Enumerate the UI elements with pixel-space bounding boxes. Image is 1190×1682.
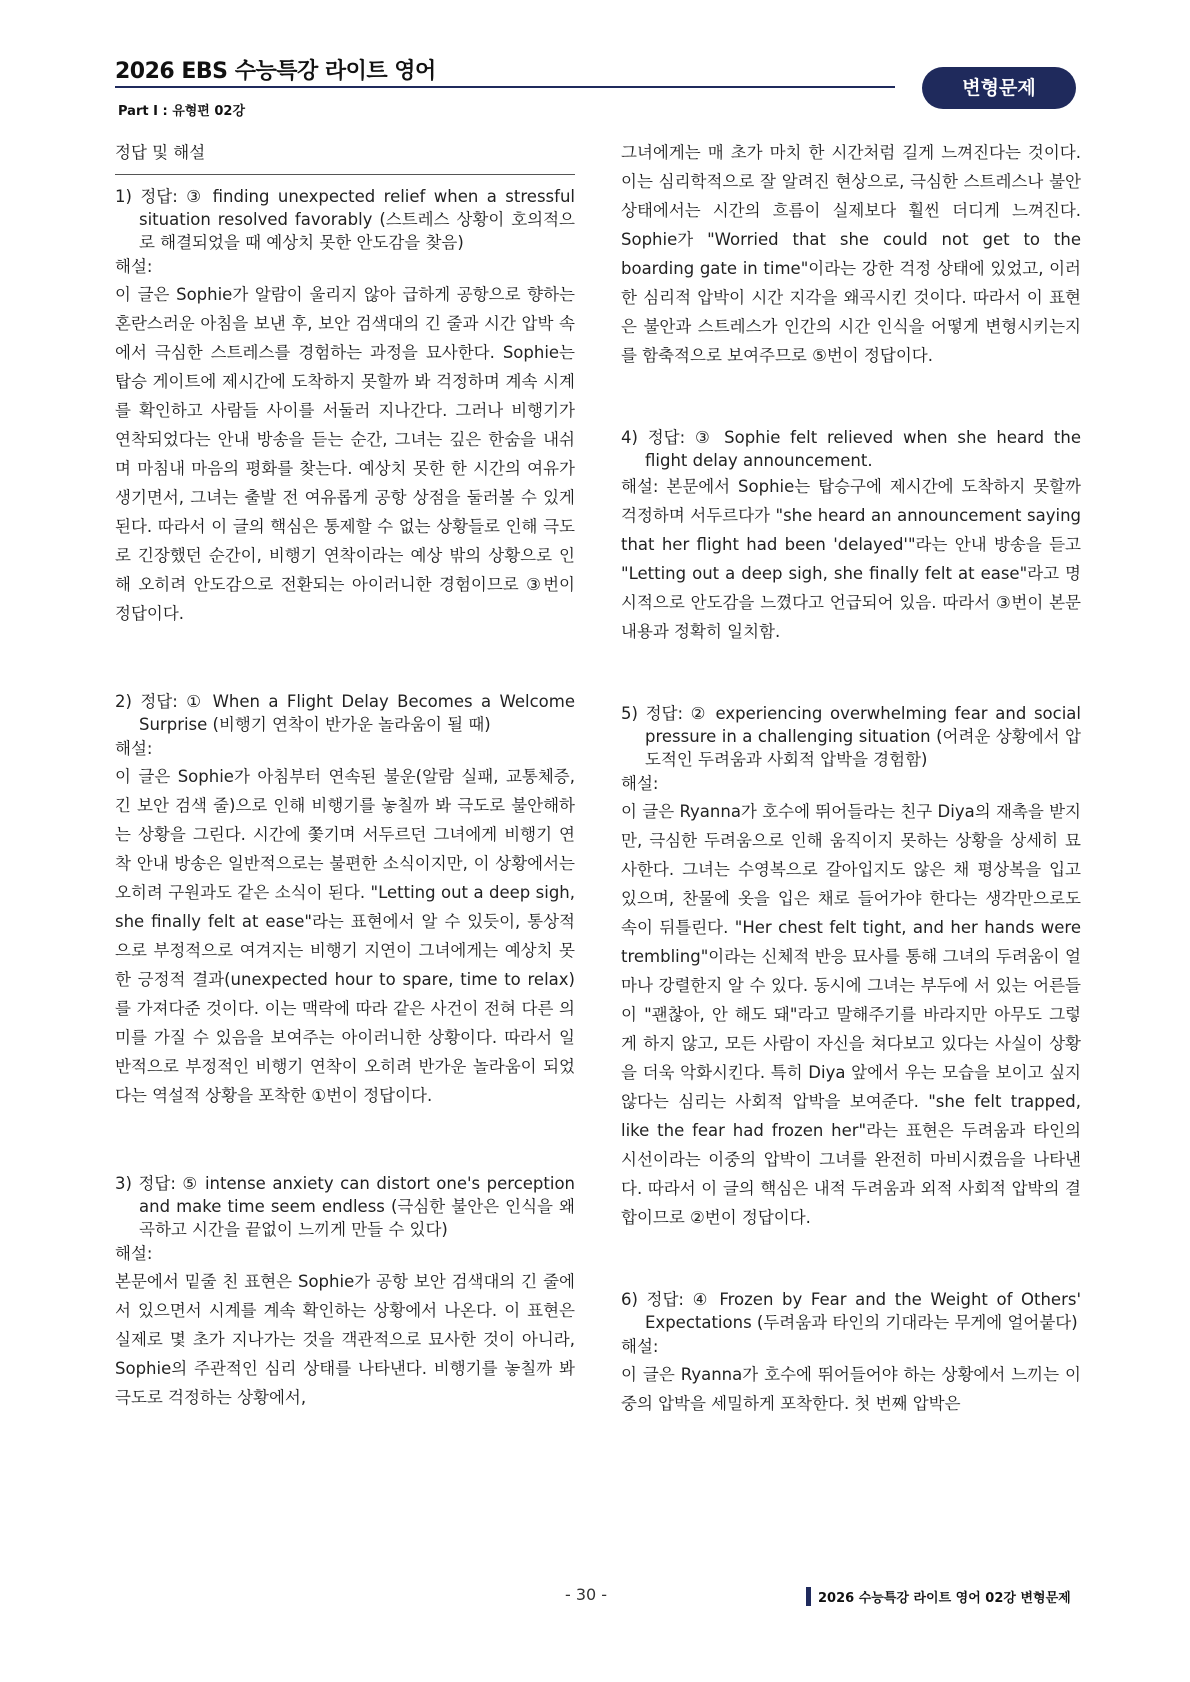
q1-explanation: 이 글은 Sophie가 알람이 울리지 않아 급하게 공항으로 향하는 혼란스러운 아침을 보낸 후, 보안 검색대의 긴 줄과 시간 압박 속에서 극심한 스트레스를 경험하는 과정을 묘사한다. Sophie는 탑승 게이트에 제시간에 도착하지 못할까 봐 걱정하며 계속 시계를 확인하고 사람들 사이를 서둘러 지나간다. 그러나 비행기가 연착되었다는 안내 방송을 듣는 순간, 그녀는 깊은 한숨을 내쉬며 마침내 마음의 평화를 찾는다. 예상치 못한 한 시간의 여유가 생기면서, 그녀는 출발 전 여유롭게 공항 상점을 둘러볼 수 있게 된다. 따라서 이 글의 핵심은 통제할 수 없는 상황들로 인해 극도로 긴장했던 순간이, 비행기 연착이라는 예상 밖의 상황으로 인해 오히려 안도감으로 전환되는 아이러니한 경험이므로 ③번이 정답이다. bbox=[115, 285, 575, 623]
footer-bar bbox=[806, 1587, 811, 1606]
footer-title: 2026 수능특강 라이트 영어 02강 변형문제 bbox=[818, 1591, 1071, 1606]
right-column bbox=[621, 138, 1081, 1418]
q5-explanation: 이 글은 Ryanna가 호수에 뛰어들라는 친구 Diya의 재촉을 받지만, 극심한 두려움으로 인해 움직이지 못하는 상황을 상세히 묘사한다. 그녀는 수영복으로 갈아입지도 않은 채 평상복을 입고 있으며, 찬물에 옷을 입은 채로 들어가야 한다는 생각만으로도 속이 뒤틀린다. "Her chest felt tight, and her hands were trembling"이라는 신체적 반응 묘사를 통해 그녀의 두려움이 얼마나 강렬한지 알 수 있다. 동시에 그녀는 부두에 서 있는 어른들이 "괜찮아, 안 해도 돼"라고 말해주기를 바라지만 아무도 그렇게 하지 않고, 모든 사람이 자신을 쳐다보고 있다는 사실이 상황을 더욱 악화시킨다. 특히 Diya 앞에서 우는 모습을 보이고 싶지 않다는 심리는 사회적 압박을 보여준다. "she felt trapped, like the fear had frozen her"라는 표현은 두려움과 타인의 시선이라는 이중의 압박이 그녀를 완전히 마비시켰음을 나타낸다. 따라서 이 글의 핵심은 내적 두려움과 외적 사회적 압박의 결합이므로 ②번이 정답이다. bbox=[621, 802, 1081, 1227]
page-number: - 30 - bbox=[565, 1585, 608, 1604]
q3-explanation-continued: 그녀에게는 매 초가 마치 한 시간처럼 길게 느껴진다는 것이다. 이는 심리학적으로 잘 알려진 현상으로, 극심한 스트레스나 불안 상태에서는 시간의 흐름이 실제보다 훨씬 더디게 느껴진다. Sophie가 "Worried that she could not get to the boarding gate in time"이라는 강한 걱정 상태에 있었고, 이러한 심리적 압박이 시간 지각을 왜곡시킨 것이다. 따라서 이 표현은 불안과 스트레스가 인간의 시간 인식을 어떻게 변형시키는지를 함축적으로 보여주므로 ⑤번이 정답이다. bbox=[621, 143, 1081, 365]
q3-answer: 3) 정답: ⑤ intense anxiety can distort one's perception and make time seem endless (극심한 불안은 인식을 왜곡하고 시간을 끝없이 느끼게 만들 수 있다) bbox=[115, 1174, 575, 1239]
q5-label: 해설: bbox=[621, 774, 659, 793]
header-subtitle: Part Ⅰ : 유형편 02강 bbox=[118, 104, 246, 119]
q6-answer: 6) 정답: ④ Frozen by Fear and the Weight of Others' Expectations (두려움과 타인의 기대라는 무게에 얼어붙다) bbox=[621, 1290, 1081, 1332]
left-column bbox=[115, 138, 575, 1412]
q1-label: 해설: bbox=[115, 257, 153, 276]
q2-explanation: 이 글은 Sophie가 아침부터 연속된 불운(알람 실패, 교통체증, 긴 보안 검색 줄)으로 인해 비행기를 놓칠까 봐 극도로 불안해하는 상황을 그린다. 시간에 쫓기며 서두르던 그녀에게 비행기 연착 안내 방송은 일반적으로는 불편한 소식이지만, 이 상황에서는 오히려 구원과도 같은 소식이 된다. "Letting out a deep sigh, she finally felt at ease"라는 표현에서 알 수 있듯이, 통상적으로 부정적으로 여겨지는 비행기 지연이 그녀에게는 예상치 못한 긍정적 결과(unexpected hour to spare, time to relax)를 가져다준 것이다. 이는 맥락에 따라 같은 사건이 전혀 다른 의미를 가질 수 있음을 보여주는 아이러니한 상황이다. 따라서 일반적으로 부정적인 비행기 연착이 오히려 반가운 놀라움이 되었다는 역설적 상황을 포착한 ①번이 정답이다. bbox=[115, 767, 575, 1105]
q4-explanation: 해설: 본문에서 Sophie는 탑승구에 제시간에 도착하지 못할까 걱정하며 서두르다가 "she heard an announcement saying that her flight had been 'delayed'"라는 안내 방송을 듣고 "Letting out a deep sigh, she finally felt at ease"라고 명시적으로 안도감을 느꼈다고 언급되어 있음. 따라서 ③번이 본문 내용과 정확히 일치함. bbox=[621, 477, 1081, 641]
q6-explanation: 이 글은 Ryanna가 호수에 뛰어들어야 하는 상황에서 느끼는 이중의 압박을 세밀하게 포착한다. 첫 번째 압박은 bbox=[621, 1365, 1081, 1413]
q3-explanation: 본문에서 밑줄 친 표현은 Sophie가 공항 보안 검색대의 긴 줄에 서 있으면서 시계를 계속 확인하는 상황에서 나온다. 이 표현은 실제로 몇 초가 지나가는 것을 객관적으로 묘사한 것이 아니라, Sophie의 주관적인 심리 상태를 나타낸다. 비행기를 놓칠까 봐 극도로 걱정하는 상황에서, bbox=[115, 1272, 575, 1407]
q5-answer: 5) 정답: ② experiencing overwhelming fear and social pressure in a challenging situation (어려운 상황에서 압도적인 두려움과 사회적 압박을 경험함) bbox=[621, 704, 1081, 769]
q2-label: 해설: bbox=[115, 739, 153, 758]
q3-label: 해설: bbox=[115, 1244, 153, 1263]
q6-label: 해설: bbox=[621, 1337, 659, 1356]
q1-answer: 1) 정답: ③ finding unexpected relief when a stressful situation resolved favorably (스트레스 상황이 호의적으로 해결되었을 때 예상치 못한 안도감을 찾음) bbox=[115, 187, 575, 252]
q4-answer: 4) 정답: ③ Sophie felt relieved when she heard the flight delay announcement. bbox=[621, 428, 1081, 470]
header-rule bbox=[115, 86, 895, 88]
section-heading: 정답 및 해설 bbox=[115, 138, 575, 175]
type-badge: 변형문제 bbox=[922, 67, 1076, 109]
header-title: 2026 EBS 수능특강 라이트 영어 bbox=[115, 59, 436, 84]
q2-answer: 2) 정답: ① When a Flight Delay Becomes a Welcome Surprise (비행기 연착이 반가운 놀라움이 될 때) bbox=[115, 692, 575, 734]
